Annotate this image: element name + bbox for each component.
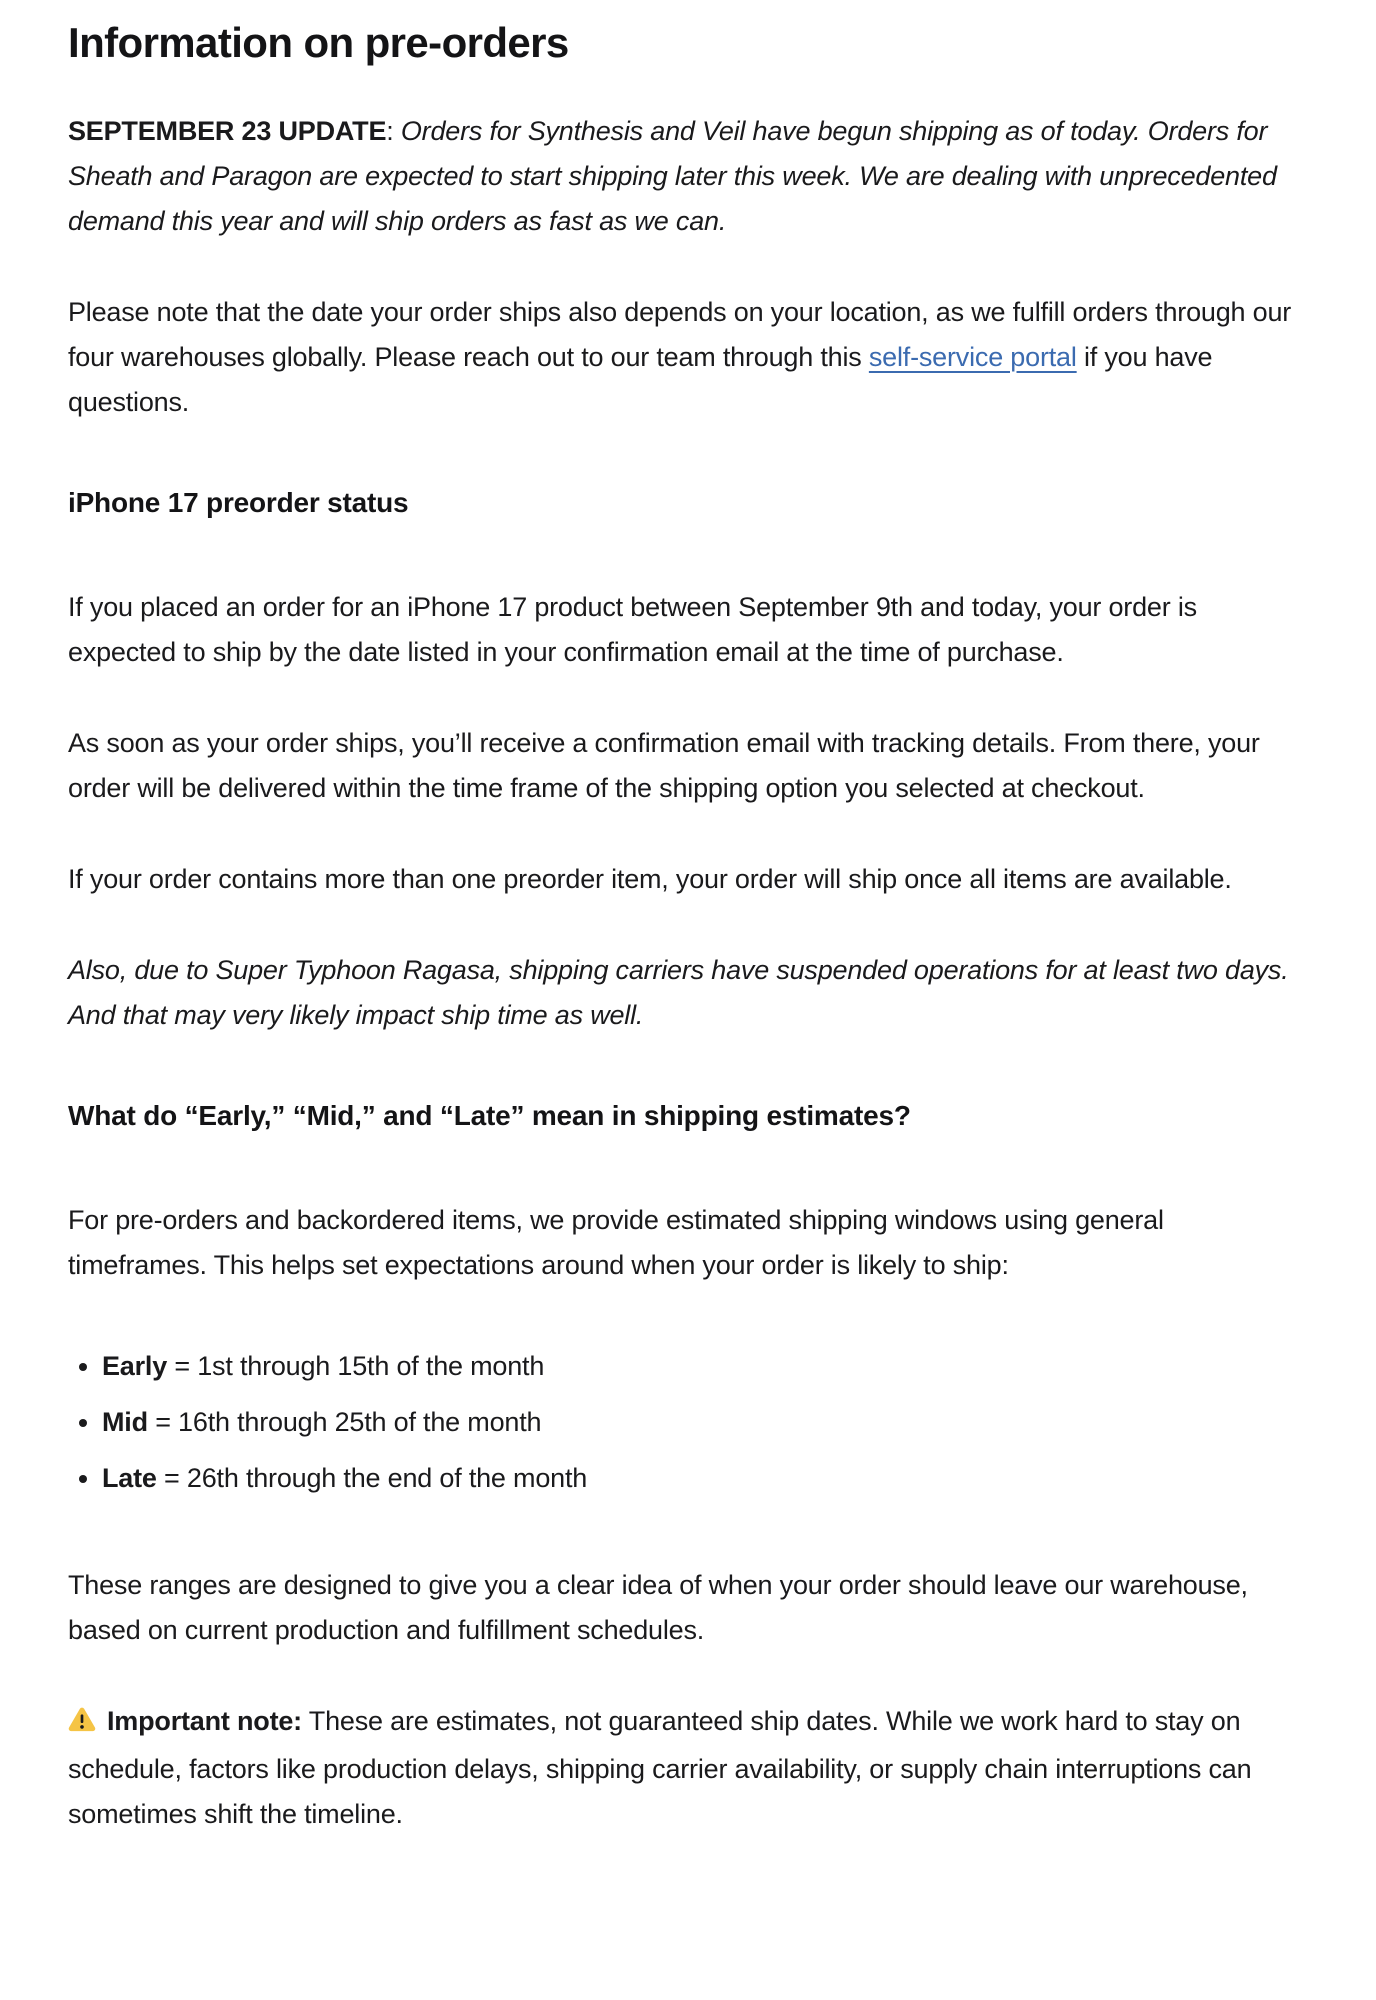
warning-triangle-icon — [68, 1702, 96, 1747]
location-text-before: Please note that the date your order ships also depends on your location, as we fulfill orders through our four warehouses globally. Please reach out to our team through this — [68, 296, 1292, 372]
update-label: SEPTEMBER 23 UPDATE — [68, 115, 387, 146]
paragraph-multiple-items: If your order contains more than one preorder item, your order will ship once all items are available. — [68, 863, 1232, 894]
important-note-paragraph — [68, 1699, 1296, 1837]
location-text-after: if you have questions. — [68, 341, 1213, 417]
important-note-label: Important note: — [107, 1706, 302, 1737]
self-service-portal-link[interactable]: self-service portal — [868, 341, 1077, 372]
section-heading-preorder-status: iPhone 17 preorder status — [68, 486, 409, 518]
page-title: Information on pre-orders — [68, 19, 569, 66]
paragraph-tracking-details: As soon as your order ships, you’ll receive a confirmation email with tracking details. From there, your order will be delivered within the time frame of the shipping option you selected at checkout. — [68, 727, 1260, 803]
paragraph-order-window: If you placed an order for an iPhone 17 product between September 9th and today, your order is expected to ship by the date listed in your confirmation email at the time of purchase. — [68, 591, 1197, 667]
list-definition-early: = 1st through 15th of the month — [167, 1351, 545, 1382]
paragraph-estimates-intro: For pre-orders and backordered items, we provide estimated shipping windows using general timeframes. This helps set expectations around when your order is likely to ship: — [68, 1205, 1164, 1281]
typhoon-note-paragraph: Also, due to Super Typhoon Ragasa, shipping carriers have suspended operations for at least two days. And that may very likely impact ship time as well. — [68, 954, 1289, 1030]
important-note-body: These are estimates, not guaranteed ship dates. While we work hard to stay on schedule, factors like production delays, shipping carrier availability, or supply chain interruptions can sometimes shift the timeline. — [68, 1706, 1252, 1830]
list-definition-mid: = 16th through 25th of the month — [147, 1407, 542, 1438]
list-term-early: Early — [102, 1351, 168, 1382]
list-item-late — [102, 1456, 1296, 1501]
location-paragraph — [68, 290, 1296, 425]
update-paragraph — [68, 109, 1296, 244]
shipping-windows-list — [68, 1344, 1296, 1501]
article-content — [68, 16, 1296, 1837]
list-term-mid: Mid — [102, 1407, 148, 1438]
list-term-late: Late — [102, 1463, 157, 1494]
list-definition-late: = 26th through the end of the month — [156, 1463, 588, 1494]
list-item-mid — [102, 1400, 1296, 1445]
update-separator: : — [386, 115, 401, 146]
update-body: Orders for Synthesis and Veil have begun shipping as of today. Orders for Sheath and Paragon are expected to start shipping later this week. We are dealing with unprecedented demand this year and will ship orders as fast as we can. — [68, 115, 1277, 236]
section-heading-shipping-estimates: What do “Early,” “Mid,” and “Late” mean in shipping estimates? — [68, 1099, 911, 1131]
paragraph-ranges: These ranges are designed to give you a clear idea of when your order should leave our warehouse, based on current production and fulfillment schedules. — [68, 1570, 1248, 1646]
list-item-early — [102, 1344, 1296, 1389]
